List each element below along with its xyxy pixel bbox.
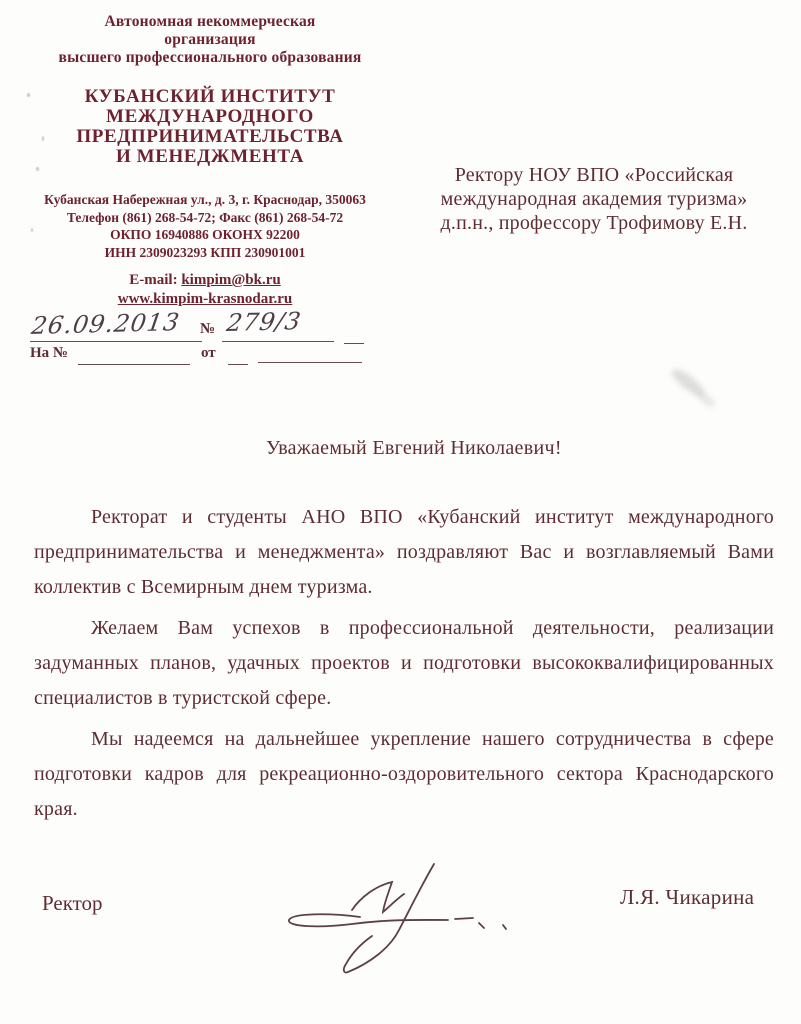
institute-name-line: И МЕНЕДЖМЕНТА	[115, 146, 305, 167]
number-handwritten: 279/3	[224, 307, 304, 337]
institute-name-line: КУБАНСКИЙ ИНСТИТУТ	[84, 86, 336, 107]
recipient-block	[393, 163, 795, 235]
address-block	[20, 191, 390, 261]
org-name-line: Автономная некоммерческая	[104, 13, 316, 30]
reply-to-label: На №	[30, 345, 68, 361]
body-paragraph: Ректорат и студенты АНО ВПО «Кубанский институт международного предпринимательства и менеджмента» поздравляют Вас и возглавляемый Вами коллектив с Всемирным днем туризма.	[34, 506, 774, 598]
letter-body	[34, 500, 774, 833]
institute-name-line: МЕЖДУНАРОДНОГО	[106, 106, 314, 127]
date-handwritten: 26.09.2013	[29, 308, 182, 340]
blank-underline	[344, 343, 364, 344]
number-symbol: №	[200, 321, 216, 337]
org-name-line: высшего профессионального образования	[58, 49, 362, 66]
email-label: E-mail:	[129, 272, 182, 288]
contact-block	[20, 271, 390, 308]
body-paragraph: Желаем Вам успехов в профессиональной деятельности, реализации задуманных планов, удачных проектов и подготовки высококвалифицированных специалистов в туристской сфере.	[34, 617, 774, 709]
recipient-line: д.п.н., профессору Трофимову Е.Н.	[440, 212, 748, 234]
signer-name: Л.Я. Чикарина	[620, 885, 755, 909]
reply-from-label: от	[201, 345, 216, 361]
letterhead-org-block	[30, 13, 390, 67]
address-line: Кубанская Набережная ул., д. 3, г. Краснодар, 350063	[44, 192, 366, 207]
institute-name-block	[30, 87, 390, 167]
scan-speck	[31, 228, 33, 232]
address-line: Телефон (861) 268-54-72; Факс (861) 268-54-72	[66, 209, 344, 225]
website-url: www.kimpim-krasnodar.ru	[117, 290, 293, 307]
email-address: kimpim@bk.ru	[181, 272, 281, 288]
blank-underline	[228, 364, 248, 365]
blank-underline	[222, 341, 334, 342]
recipient-line: Ректору НОУ ВПО «Российская	[454, 164, 734, 186]
salutation: Уважаемый Евгений Николаевич!	[266, 437, 562, 459]
blank-underline	[78, 364, 190, 365]
scan-speck	[42, 136, 44, 141]
body-paragraph: Мы надеемся на дальнейшее укрепление нашего сотрудничества в сфере подготовки кадров для рекреационно-оздоровительного сектора Краснодарского края.	[34, 728, 774, 820]
org-name-line: организация	[164, 31, 256, 48]
blank-underline	[30, 341, 202, 342]
address-line: ОКПО 16940886 ОКОНХ 92200	[110, 227, 300, 242]
handwritten-signature-icon	[275, 846, 525, 991]
signer-title: Ректор	[42, 891, 103, 915]
recipient-line: международная академия туризма»	[440, 188, 748, 210]
email-line	[20, 271, 390, 290]
institute-name-line: ПРЕДПРИНИМАТЕЛЬСТВА	[76, 126, 344, 147]
scan-speck	[27, 93, 30, 97]
scan-speck	[36, 167, 39, 171]
address-line: ИНН 2309023293 КПП 230901001	[104, 244, 306, 260]
blank-underline	[258, 362, 362, 363]
scan-smudge	[695, 389, 718, 410]
